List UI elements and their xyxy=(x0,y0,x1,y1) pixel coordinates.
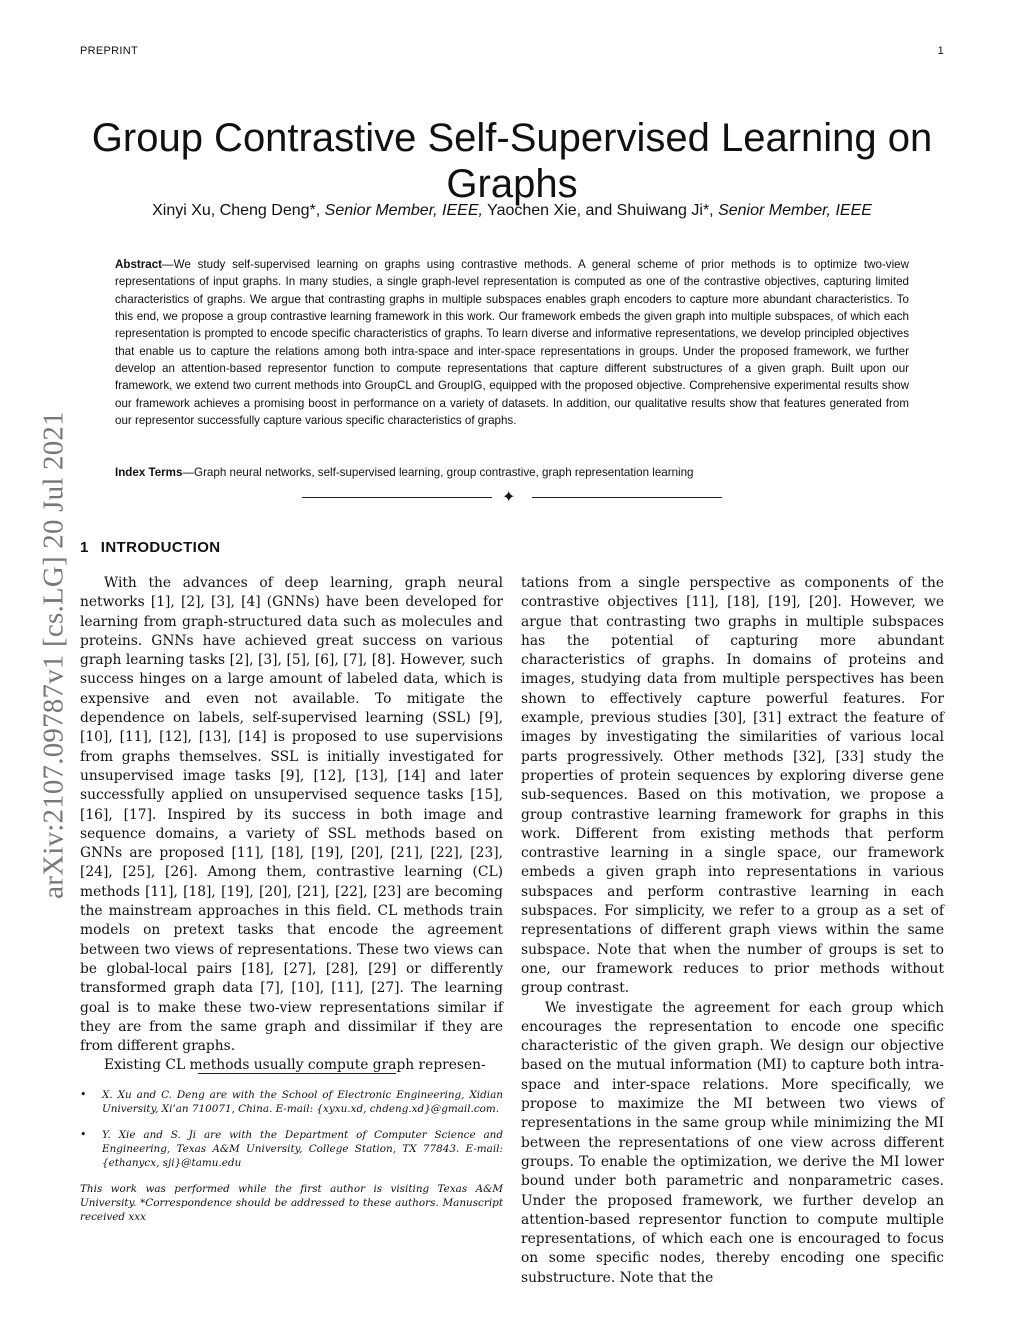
footnote-note: This work was performed while the first author is visiting Texas A&M University. *Correspondence should be addressed to these authors. Manuscript received xxx xyxy=(80,1183,503,1223)
intro-paragraph-4: We investigate the agreement for each group which encourages the representation to encode one specific characteristic of the given graph. We design our objective based on the mutual information (MI) to capture both intra-space and inter-space relations. More specifically, we propose to maximize the MI between two views of representations in the same group while minimizing the MI between the representations of one view across different groups. To enable the optimization, we derive the MI lower bound under both parametric and nonparametric cases. Under the proposed framework, we further develop an attention-based representor function to compute multiple representations, of which each one is encouraged to focus on some specific nodes, thereby encoding one specific substructure. Note that the xyxy=(521,999,944,1286)
arxiv-stamp: arXiv:2107.09787v1 [cs.LG] 20 Jul 2021 xyxy=(37,411,70,899)
right-column xyxy=(521,574,944,1288)
section-number: 1 xyxy=(80,539,89,556)
footnote-affiliation-1 xyxy=(80,1088,503,1116)
separator-diamond-icon: ✦ xyxy=(502,487,516,506)
intro-paragraph-1: With the advances of deep learning, graph neural networks [1], [2], [3], [4] (GNNs) have been developed for learning from graph-structured data such as molecules and proteins. GNNs have achieved great success on various graph learning tasks [2], [3], [5], [6], [7], [8]. However, such success hinges on a large amount of labeled data, which is expensive and even not available. To mitigate the dependence on labels, self-supervised learning (SSL) [9], [10], [11], [12], [13], [14] is proposed to use supervisions from graphs themselves. SSL is initially investigated for unsupervised image tasks [9], [12], [13], [14] and later successfully applied on unsupervised sequence tasks [15], [16], [17]. Inspired by its success in both image and sequence domains, a variety of SSL methods based on GNNs are proposed [11], [18], [19], [20], [21], [22], [23], [24], [25], [26]. Among them, contrastive learning (CL) methods [11], [18], [19], [20], [21], [22], [23] are becoming the mainstream approaches in this field. CL methods train models on pretext tasks that encode the agreement between two views of representations. These two views can be global-local pairs [18], [27], [28], [29] or differently transformed graph data [7], [10], [11], [27]. The learning goal is to make these two-view representations similar if they are from the same graph and dissimilar if they are from different graphs. xyxy=(80,575,503,1055)
footnotes xyxy=(80,1088,503,1224)
intro-paragraph-2: Existing CL methods usually compute graph represen- xyxy=(104,1057,486,1074)
footnote-rule xyxy=(198,1073,396,1074)
running-header: PREPRINT xyxy=(80,45,139,57)
abstract-label: Abstract xyxy=(115,258,163,271)
left-column xyxy=(80,574,503,1076)
footnote-2-text: Y. Xie and S. Ji are with the Department of Computer Science and Engineering, Texas A&M University, College Station, TX 77843. E-mail: {ethanycx, sji}@tamu.edu xyxy=(102,1129,503,1169)
abstract-text: —We study self-supervised learning on graphs using contrastive methods. A general scheme of prior methods is to optimize two-view representations of input graphs. In many studies, a single graph-level representation is computed as one of the contrastive objectives, capturing limited characteristics of graphs. We argue that contrasting graphs in multiple subspaces enables graph encoders to capture more abundant characteristics. To this end, we propose a group contrastive learning framework in this work. Our framework embeds the given graph into multiple subspaces, of which each representation is prompted to encode specific characteristics of graphs. To learn diverse and informative representations, we develop principled objectives that enable us to capture the relations among both intra-space and inter-space representations in groups. Under the proposed framework, we further develop an attention-based representor function to compute representations that capture different substructures of a given graph. Built upon our framework, we extend two current methods into GroupCL and GroupIG, equipped with the proposed objective. Comprehensive experimental results show our framework achieves a promising boost in performance on a variety of datasets. In addition, our qualitative results show that features generated from our representor successfully capture various specific characteristics of graphs. xyxy=(115,258,909,428)
separator-right-rule xyxy=(532,497,722,498)
authors-part-2: Yaochen Xie, and Shuiwang Ji*, xyxy=(482,202,719,219)
page-number: 1 xyxy=(937,45,944,57)
bullet-icon: • xyxy=(80,1088,87,1101)
bullet-icon: • xyxy=(80,1128,87,1141)
separator-left-rule xyxy=(302,497,492,498)
footnote-affiliation-2 xyxy=(80,1128,503,1170)
authors-part-1: Xinyi Xu, Cheng Deng*, xyxy=(152,202,325,219)
section-heading xyxy=(80,539,221,556)
abstract xyxy=(115,256,909,429)
author-role-2: Senior Member, IEEE xyxy=(718,202,872,219)
author-role-1: Senior Member, IEEE, xyxy=(324,202,483,219)
index-terms-text: —Graph neural networks, self-supervised learning, group contrastive, graph representation learning xyxy=(182,466,694,479)
index-terms-label: Index Terms xyxy=(115,466,183,479)
footnote-1-text: X. Xu and C. Deng are with the School of Electronic Engineering, Xidian University, Xi’an 710071, China. E-mail: {xyxu.xd, chdeng.xd}@gmail.com. xyxy=(102,1089,503,1115)
paper-title: Group Contrastive Self-Supervised Learning on Graphs xyxy=(91,115,933,206)
author-list xyxy=(80,202,944,220)
section-title: INTRODUCTION xyxy=(100,539,221,556)
intro-paragraph-3: tations from a single perspective as components of the contrastive objectives [11], [18], [19], [20]. However, we argue that contrasting two graphs in multiple subspaces has the potential of capturing more abundant characteristics of graphs. In domains of proteins and images, studying data from multiple perspectives has been shown to effectively capture powerful features. For example, previous studies [30], [31] extract the feature of images by investigating the similarities of various local parts progressively. Other methods [32], [33] study the properties of protein sequences by exploring diverse gene sub-sequences. Based on this motivation, we propose a group contrastive learning framework for graphs in this work. Different from existing methods that perform contrastive learning in a single space, our framework embeds a given graph into representations in various subspaces and perform contrastive learning in each subspaces. For simplicity, we refer to a group as a set of representations of different graph views within the same subspace. Note that when the number of groups is set to one, our framework reduces to prior methods without group contrast. xyxy=(521,575,944,997)
index-terms xyxy=(115,464,909,481)
